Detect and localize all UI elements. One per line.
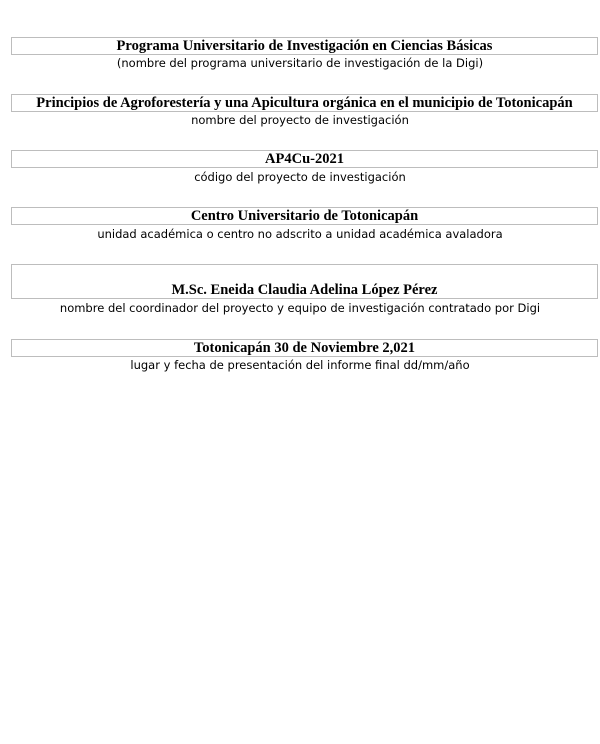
centro-value: Centro Universitario de Totonicapán xyxy=(190,208,419,224)
proyecto-caption: nombre del proyecto de investigación xyxy=(191,113,409,127)
proyecto-value: Principios de Agroforestería y una Apicultura orgánica en el municipio de Totonicapán xyxy=(36,95,573,111)
codigo-caption: código del proyecto de investigación xyxy=(194,170,406,184)
programa-value: Programa Universitario de Investigación en Ciencias Básicas xyxy=(116,38,493,54)
fecha-field xyxy=(11,339,598,357)
fecha-caption: lugar y fecha de presentación del informe final dd/mm/año xyxy=(130,358,470,372)
centro-caption: unidad académica o centro no adscrito a unidad académica avaladora xyxy=(97,227,503,241)
coordinador-field xyxy=(11,264,598,299)
coordinador-value: M.Sc. Eneida Claudia Adelina López Pérez xyxy=(171,282,438,298)
proyecto-field xyxy=(11,94,598,112)
coordinador-caption: nombre del coordinador del proyecto y equipo de investigación contratado por Digi xyxy=(59,301,541,315)
codigo-field xyxy=(11,150,598,168)
centro-field xyxy=(11,207,598,225)
programa-caption: (nombre del programa universitario de investigación de la Digi) xyxy=(116,56,484,70)
programa-field xyxy=(11,37,598,55)
codigo-value: AP4Cu-2021 xyxy=(265,151,344,167)
fecha-value: Totonicapán 30 de Noviembre 2,021 xyxy=(193,340,416,356)
